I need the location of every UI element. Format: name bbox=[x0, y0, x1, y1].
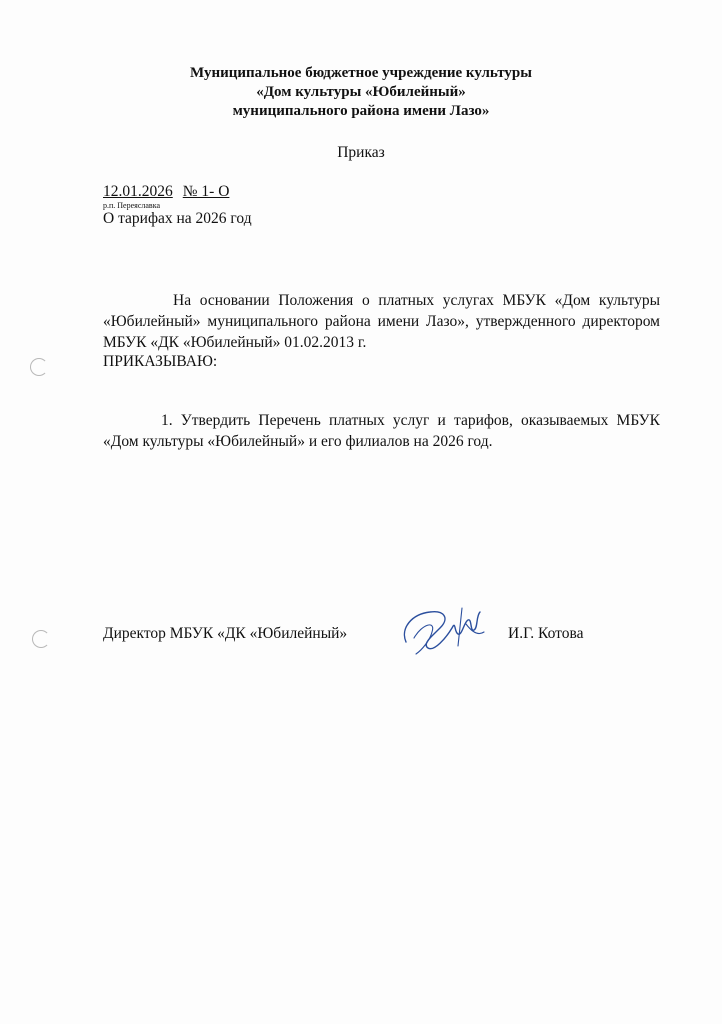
signatory-title: Директор МБУК «ДК «Юбилейный» bbox=[103, 625, 348, 642]
basis-paragraph: На основании Положения о платных услугах МБУК «Дом культуры «Юбилейный» муниципального района имени Лазо», утвержденного директором МБУК «ДК «Юбилейный» 01.02.2013 г. bbox=[103, 292, 660, 351]
document-type: Приказ bbox=[337, 144, 385, 161]
header-line-2: «Дом культуры «Юбилейный» bbox=[256, 84, 466, 100]
date-number-line bbox=[103, 183, 229, 201]
document-number: № 1- О bbox=[182, 183, 230, 200]
punch-hole-mark bbox=[30, 358, 48, 376]
signatory-name: И.Г. Котова bbox=[508, 625, 584, 642]
punch-hole-mark bbox=[32, 630, 50, 648]
organization-header bbox=[0, 64, 722, 121]
document-place: р.п. Переяславка bbox=[103, 201, 161, 210]
header-line-3: муниципального района имени Лазо» bbox=[232, 103, 490, 119]
document-subject: О тарифах на 2026 год bbox=[103, 210, 252, 227]
order-word: ПРИКАЗЫВАЮ: bbox=[103, 353, 218, 370]
document-date: 12.01.2026 bbox=[103, 183, 173, 200]
handwritten-signature bbox=[392, 598, 492, 660]
order-item-1: 1. Утвердить Перечень платных услуг и тарифов, оказываемых МБУК «Дом культуры «Юбилейный» и его филиалов на 2026 год. bbox=[103, 412, 660, 450]
header-line-1: Муниципальное бюджетное учреждение культуры bbox=[190, 65, 532, 81]
